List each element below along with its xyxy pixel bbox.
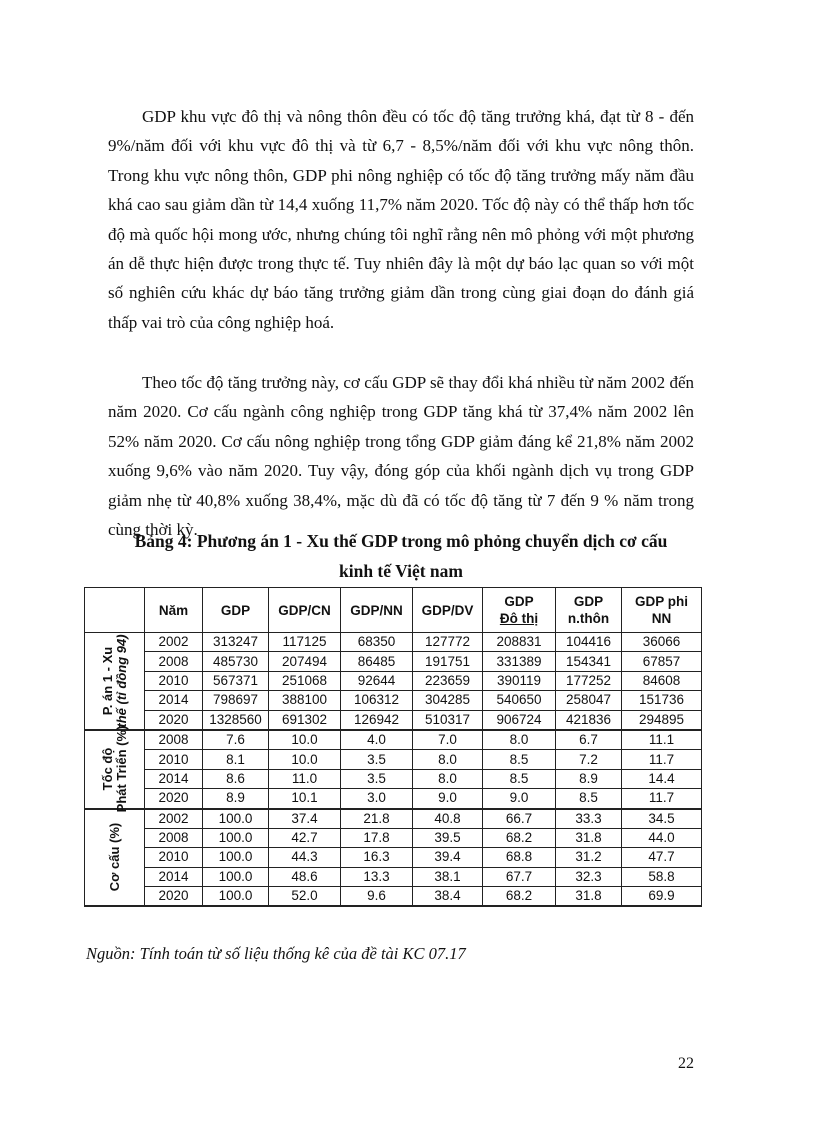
value-cell: 7.6 (203, 730, 269, 750)
table-header-row (85, 588, 702, 633)
value-cell: 104416 (556, 633, 622, 652)
value-cell: 127772 (413, 633, 483, 652)
table-caption-line1: Bảng 4: Phương án 1 - Xu thế GDP trong mô phỏng chuyển dịch cơ cấu (134, 531, 668, 551)
value-cell: 69.9 (622, 887, 702, 907)
value-cell: 48.6 (269, 867, 341, 886)
value-cell: 14.4 (622, 769, 702, 788)
year-cell: 2008 (145, 652, 203, 671)
value-cell: 8.9 (556, 769, 622, 788)
value-cell: 798697 (203, 691, 269, 710)
paragraph-gdp-growth: GDP khu vực đô thị và nông thôn đều có tốc độ tăng trưởng khá, đạt từ 8 - đến 9%/năm đối với khu vực đô thị và từ 6,7 - 8,5%/năm đối với khu vực nông thôn. Trong khu vực nông thôn, GDP phi nông nghiệp có tốc độ tăng trưởng mấy năm đầu khá cao sau giảm dần từ 14,4 xuống 11,7% năm 2020. Tốc độ này có thể thấp hơn tốc độ mà quốc hội mong ước, nhưng chúng tôi nghĩ rằng nên mô phỏng với một phương án dễ thực hiện được trong thực tế. Tuy nhiên đây là một dự báo lạc quan so với một số nghiên cứu khác dự báo tăng trưởng giảm dần trong cùng giai đoạn do đánh giá thấp vai trò của công nghiệp hoá. (108, 107, 694, 332)
value-cell: 9.6 (341, 887, 413, 907)
value-cell: 68350 (341, 633, 413, 652)
value-cell: 223659 (413, 671, 483, 690)
table-row (85, 809, 702, 829)
value-cell: 21.8 (341, 809, 413, 829)
group-label: Cơ cấu (%) (85, 809, 145, 907)
table-row (85, 828, 702, 847)
value-cell: 52.0 (269, 887, 341, 907)
value-cell: 390119 (483, 671, 556, 690)
value-cell: 485730 (203, 652, 269, 671)
table-row (85, 710, 702, 730)
value-cell: 251068 (269, 671, 341, 690)
value-cell: 100.0 (203, 867, 269, 886)
value-cell: 8.1 (203, 750, 269, 769)
year-cell: 2002 (145, 633, 203, 652)
value-cell: 3.0 (341, 789, 413, 809)
value-cell: 8.5 (483, 769, 556, 788)
year-cell: 2010 (145, 671, 203, 690)
table-row (85, 652, 702, 671)
table-row (85, 867, 702, 886)
year-cell: 2020 (145, 710, 203, 730)
value-cell: 10.1 (269, 789, 341, 809)
value-cell: 100.0 (203, 809, 269, 829)
table-row (85, 789, 702, 809)
value-cell: 208831 (483, 633, 556, 652)
value-cell: 31.2 (556, 848, 622, 867)
year-cell: 2014 (145, 691, 203, 710)
value-cell: 37.4 (269, 809, 341, 829)
value-cell: 11.1 (622, 730, 702, 750)
value-cell: 8.0 (413, 769, 483, 788)
value-cell: 44.0 (622, 828, 702, 847)
year-cell: 2008 (145, 730, 203, 750)
value-cell: 8.9 (203, 789, 269, 809)
value-cell: 10.0 (269, 730, 341, 750)
value-cell: 31.8 (556, 828, 622, 847)
year-cell: 2014 (145, 769, 203, 788)
value-cell: 8.5 (483, 750, 556, 769)
header-gdp-phinn: GDP phi NN (622, 588, 702, 633)
value-cell: 11.0 (269, 769, 341, 788)
value-cell: 34.5 (622, 809, 702, 829)
header-gdp-nn: GDP/NN (341, 588, 413, 633)
value-cell: 17.8 (341, 828, 413, 847)
value-cell: 7.2 (556, 750, 622, 769)
value-cell: 8.0 (413, 750, 483, 769)
value-cell: 100.0 (203, 887, 269, 907)
value-cell: 68.8 (483, 848, 556, 867)
value-cell: 92644 (341, 671, 413, 690)
value-cell: 691302 (269, 710, 341, 730)
header-gdp-dv: GDP/DV (413, 588, 483, 633)
value-cell: 7.0 (413, 730, 483, 750)
value-cell: 313247 (203, 633, 269, 652)
value-cell: 540650 (483, 691, 556, 710)
value-cell: 38.1 (413, 867, 483, 886)
value-cell: 68.2 (483, 887, 556, 907)
value-cell: 58.8 (622, 867, 702, 886)
table-row (85, 750, 702, 769)
group-label: P. án 1 - Xu thế (tỉ đồng 94) (85, 633, 145, 730)
value-cell: 38.4 (413, 887, 483, 907)
value-cell: 42.7 (269, 828, 341, 847)
header-year: Năm (145, 588, 203, 633)
value-cell: 67857 (622, 652, 702, 671)
value-cell: 9.0 (483, 789, 556, 809)
header-gdp-cn: GDP/CN (269, 588, 341, 633)
value-cell: 68.2 (483, 828, 556, 847)
table-row (85, 887, 702, 907)
value-cell: 177252 (556, 671, 622, 690)
value-cell: 510317 (413, 710, 483, 730)
year-cell: 2008 (145, 828, 203, 847)
value-cell: 567371 (203, 671, 269, 690)
value-cell: 6.7 (556, 730, 622, 750)
value-cell: 207494 (269, 652, 341, 671)
table-caption-line2: kinh tế Việt nam (339, 561, 463, 581)
year-cell: 2010 (145, 848, 203, 867)
header-gdp-nthon: GDP n.thôn (556, 588, 622, 633)
year-cell: 2020 (145, 789, 203, 809)
table-source: Nguồn: Tính toán từ số liệu thống kê của đề tài KC 07.17 (86, 944, 466, 963)
value-cell: 331389 (483, 652, 556, 671)
table-row (85, 730, 702, 750)
value-cell: 39.4 (413, 848, 483, 867)
header-gdp-dothi: GDP Đô thị (483, 588, 556, 633)
table-row (85, 633, 702, 652)
value-cell: 388100 (269, 691, 341, 710)
value-cell: 40.8 (413, 809, 483, 829)
table-row (85, 769, 702, 788)
value-cell: 151736 (622, 691, 702, 710)
value-cell: 117125 (269, 633, 341, 652)
value-cell: 11.7 (622, 750, 702, 769)
table-row (85, 848, 702, 867)
page-number: 22 (678, 1055, 694, 1072)
value-cell: 421836 (556, 710, 622, 730)
value-cell: 86485 (341, 652, 413, 671)
group-label: Tốc độ Phát Triển (%) (85, 730, 145, 809)
year-cell: 2002 (145, 809, 203, 829)
year-cell: 2010 (145, 750, 203, 769)
table-row (85, 671, 702, 690)
value-cell: 66.7 (483, 809, 556, 829)
value-cell: 8.5 (556, 789, 622, 809)
value-cell: 1328560 (203, 710, 269, 730)
year-cell: 2014 (145, 867, 203, 886)
value-cell: 13.3 (341, 867, 413, 886)
gdp-table (84, 587, 702, 907)
value-cell: 304285 (413, 691, 483, 710)
value-cell: 154341 (556, 652, 622, 671)
year-cell: 2020 (145, 887, 203, 907)
table-row (85, 691, 702, 710)
value-cell: 3.5 (341, 769, 413, 788)
value-cell: 16.3 (341, 848, 413, 867)
value-cell: 31.8 (556, 887, 622, 907)
value-cell: 11.7 (622, 789, 702, 809)
value-cell: 191751 (413, 652, 483, 671)
value-cell: 8.6 (203, 769, 269, 788)
header-gdp: GDP (203, 588, 269, 633)
value-cell: 258047 (556, 691, 622, 710)
value-cell: 32.3 (556, 867, 622, 886)
value-cell: 100.0 (203, 848, 269, 867)
value-cell: 44.3 (269, 848, 341, 867)
value-cell: 36066 (622, 633, 702, 652)
table-caption (108, 526, 694, 586)
value-cell: 8.0 (483, 730, 556, 750)
value-cell: 33.3 (556, 809, 622, 829)
value-cell: 906724 (483, 710, 556, 730)
value-cell: 126942 (341, 710, 413, 730)
header-group-blank (85, 588, 145, 633)
value-cell: 84608 (622, 671, 702, 690)
value-cell: 67.7 (483, 867, 556, 886)
value-cell: 100.0 (203, 828, 269, 847)
value-cell: 47.7 (622, 848, 702, 867)
value-cell: 10.0 (269, 750, 341, 769)
value-cell: 39.5 (413, 828, 483, 847)
value-cell: 294895 (622, 710, 702, 730)
value-cell: 4.0 (341, 730, 413, 750)
value-cell: 3.5 (341, 750, 413, 769)
paragraph-gdp-structure: Theo tốc độ tăng trưởng này, cơ cấu GDP sẽ thay đổi khá nhiều từ năm 2002 đến năm 2020. Cơ cấu ngành công nghiệp trong GDP tăng khá từ 37,4% năm 2002 lên 52% năm 2020. Cơ cấu nông nghiệp trong tổng GDP giảm đáng kể 21,8% năm 2002 xuống 9,6% vào năm 2020. Tuy vậy, đóng góp của khối ngành dịch vụ trong GDP giảm nhẹ từ 40,8% xuống 38,4%, mặc dù đã có tốc độ tăng từ 7 đến 9 % năm trong cùng thời kỳ. (108, 373, 694, 540)
value-cell: 106312 (341, 691, 413, 710)
value-cell: 9.0 (413, 789, 483, 809)
